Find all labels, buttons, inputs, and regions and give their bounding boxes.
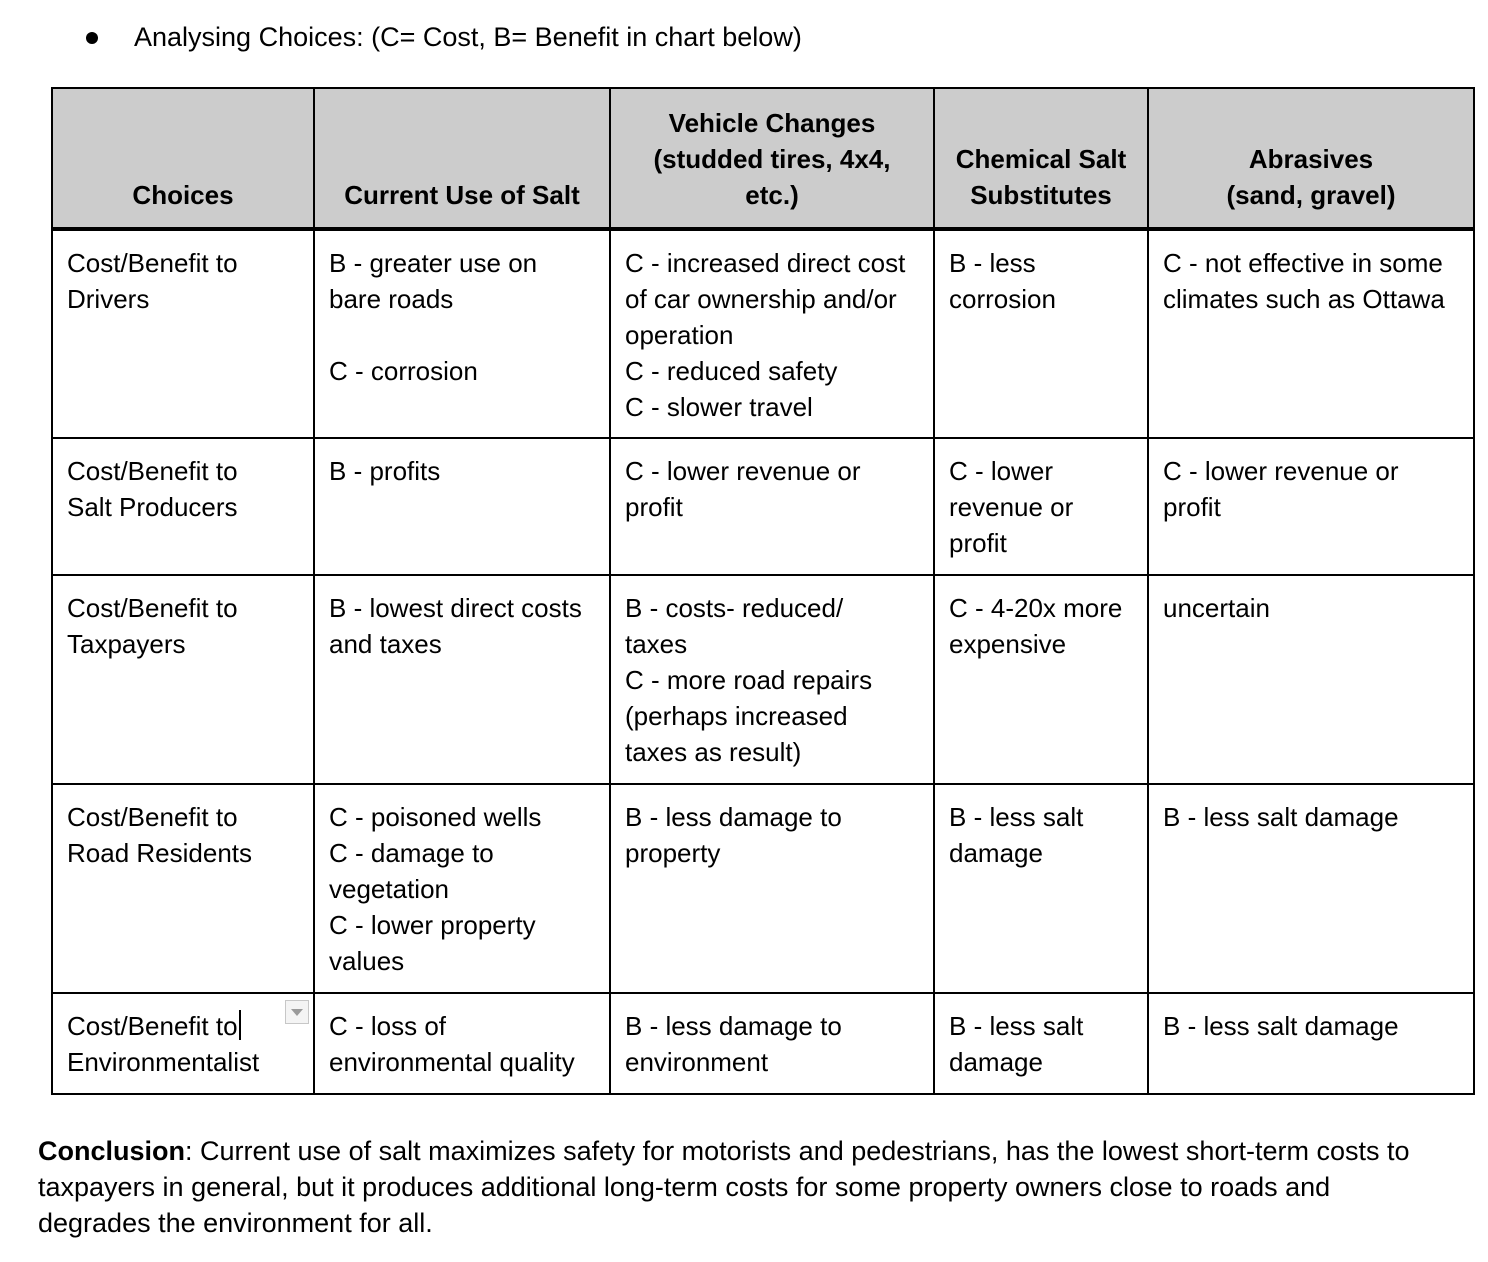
row-label-road-residents: Cost/Benefit to Road Residents	[52, 784, 314, 993]
cell-producers-salt: B - profits	[314, 438, 610, 575]
cell-environment-abrasives: B - less salt damage	[1148, 993, 1474, 1094]
cost-benefit-table	[51, 87, 1475, 1095]
heading-text: Analysing Choices: (C= Cost, B= Benefit in chart below)	[134, 22, 802, 52]
conclusion-label: Conclusion	[38, 1136, 185, 1166]
cell-taxpayers-chemical: C - 4-20x more expensive	[934, 575, 1148, 784]
header-chemical-salt-substitutes: Chemical Salt Substitutes	[934, 88, 1148, 229]
bullet-heading	[86, 18, 802, 56]
row-label-drivers: Cost/Benefit to Drivers	[52, 229, 314, 438]
table-header-row	[52, 88, 1474, 229]
header-choices: Choices	[52, 88, 314, 229]
cell-drivers-salt: B - greater use on bare roads C - corrosion	[314, 229, 610, 438]
cell-dropdown-icon[interactable]	[285, 1000, 309, 1024]
cell-environment-vehicle: B - less damage to environment	[610, 993, 934, 1094]
row-label-taxpayers: Cost/Benefit to Taxpayers	[52, 575, 314, 784]
table-row-environmentalist	[52, 993, 1474, 1094]
label-line-1: Cost/Benefit to	[67, 1011, 238, 1041]
row-label-environmentalist[interactable]	[52, 993, 314, 1094]
bullet-icon	[86, 32, 98, 44]
cell-taxpayers-salt: B - lowest direct costs and taxes	[314, 575, 610, 784]
cell-residents-salt: C - poisoned wells C - damage to vegetation C - lower property values	[314, 784, 610, 993]
header-current-use-of-salt: Current Use of Salt	[314, 88, 610, 229]
row-label-salt-producers: Cost/Benefit to Salt Producers	[52, 438, 314, 575]
text-cursor	[239, 1010, 241, 1040]
cell-taxpayers-abrasives: uncertain	[1148, 575, 1474, 784]
header-vehicle-changes: Vehicle Changes (studded tires, 4x4, etc.)	[610, 88, 934, 229]
header-abrasives: Abrasives (sand, gravel)	[1148, 88, 1474, 229]
cell-drivers-abrasives: C - not effective in some climates such as Ottawa	[1148, 229, 1474, 438]
cell-producers-vehicle: C - lower revenue or profit	[610, 438, 934, 575]
cell-residents-chemical: B - less salt damage	[934, 784, 1148, 993]
table-row-taxpayers	[52, 575, 1474, 784]
table-row-road-residents	[52, 784, 1474, 993]
cell-environment-chemical: B - less salt damage	[934, 993, 1148, 1094]
label-line-2: Environmentalist	[67, 1047, 260, 1077]
cell-drivers-vehicle: C - increased direct cost of car ownership and/or operation C - reduced safety C - slower travel	[610, 229, 934, 438]
table-row-drivers	[52, 229, 1474, 438]
cell-producers-chemical: C - lower revenue or profit	[934, 438, 1148, 575]
cell-taxpayers-vehicle: B - costs- reduced/ taxes C - more road repairs (perhaps increased taxes as result)	[610, 575, 934, 784]
cell-residents-abrasives: B - less salt damage	[1148, 784, 1474, 993]
cell-residents-vehicle: B - less damage to property	[610, 784, 934, 993]
cell-environment-salt: C - loss of environmental quality	[314, 993, 610, 1094]
cell-drivers-chemical: B - less corrosion	[934, 229, 1148, 438]
table-row-salt-producers	[52, 438, 1474, 575]
conclusion-text: : Current use of salt maximizes safety for motorists and pedestrians, has the lowest short-term costs to taxpayers in general, but it produces additional long-term costs for some property owners close to roads and degrades the environment for all.	[38, 1136, 1410, 1238]
cell-producers-abrasives: C - lower revenue or profit	[1148, 438, 1474, 575]
conclusion-paragraph	[38, 1133, 1438, 1241]
